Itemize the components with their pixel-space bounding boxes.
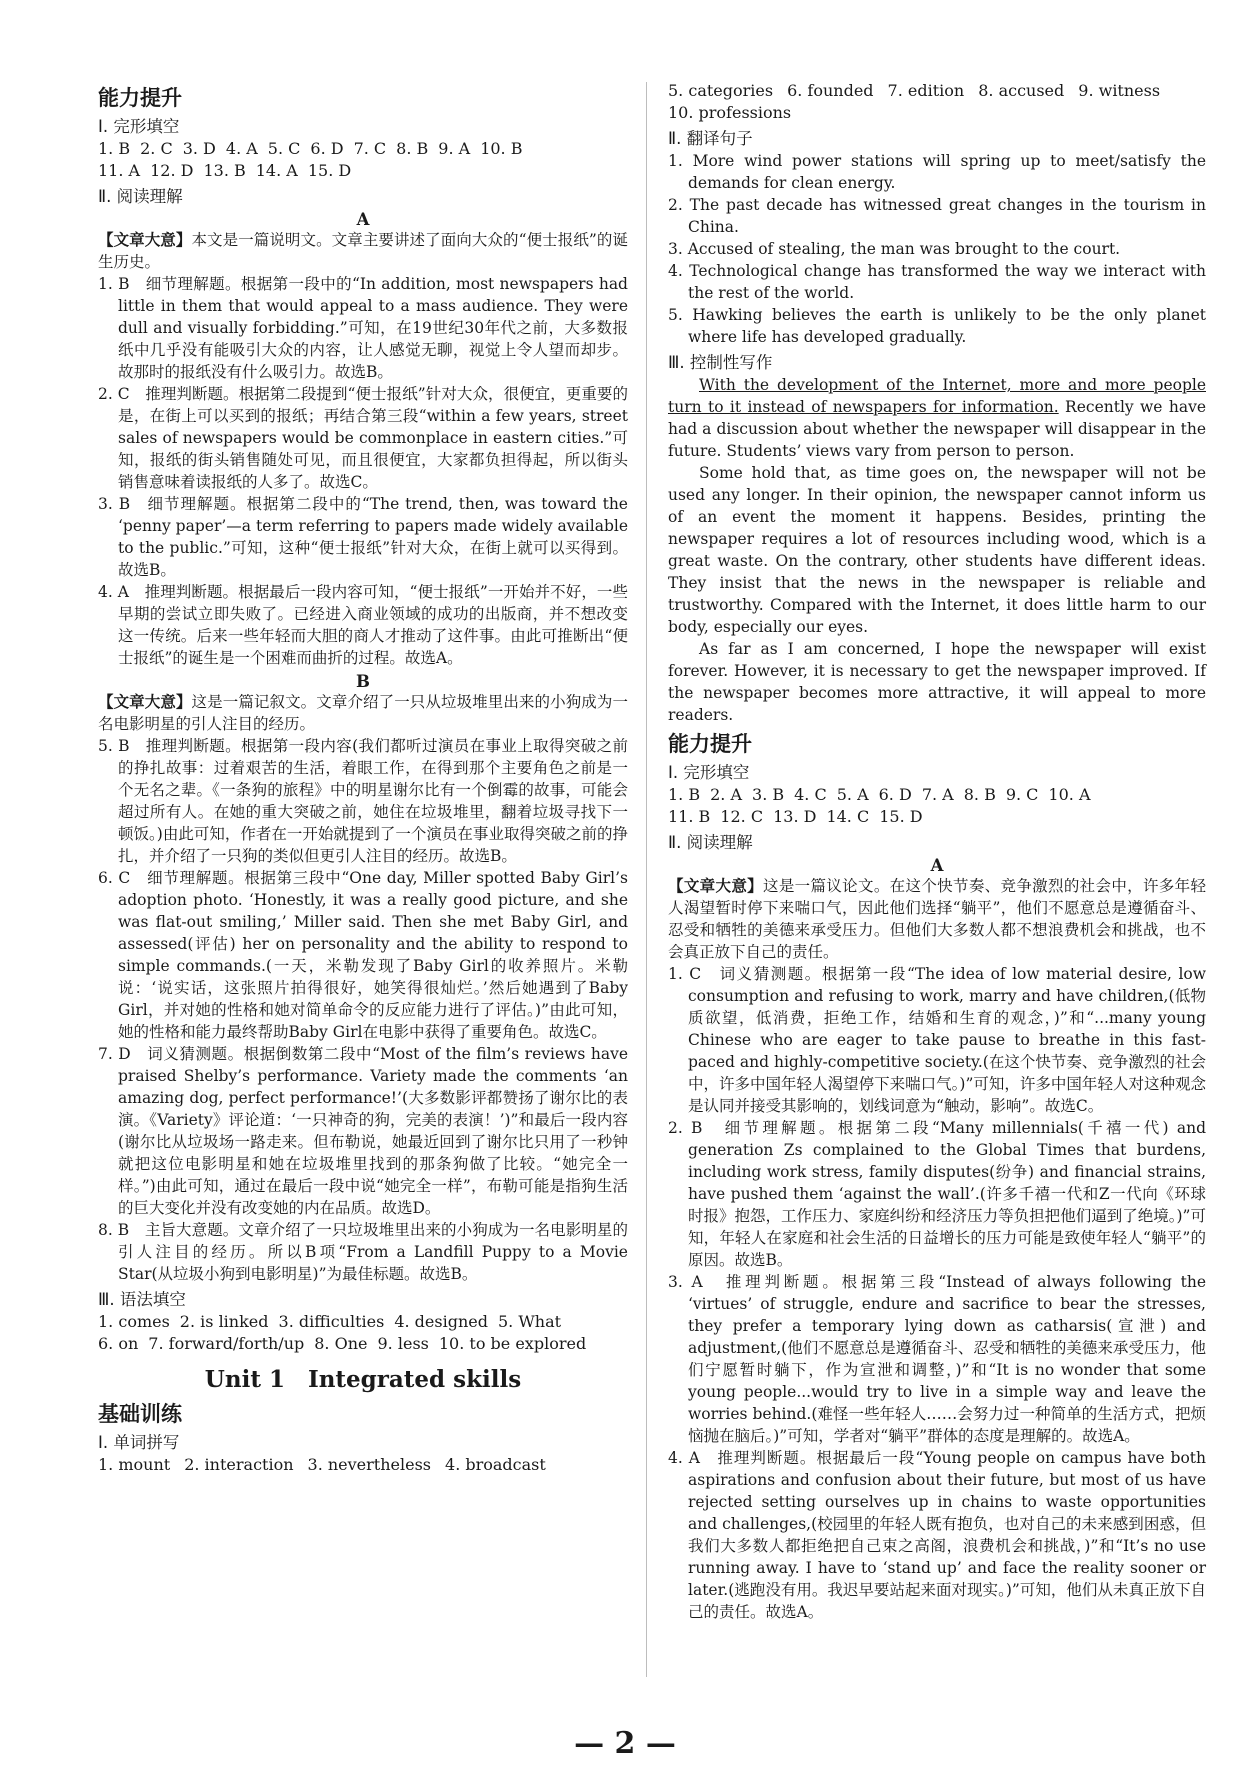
answer: 11. B: [668, 807, 711, 826]
answer: 4. C: [794, 785, 827, 804]
answer: 3. nevertheless: [307, 1455, 432, 1474]
answer: 5. categories: [668, 81, 774, 100]
answer: 8. B: [396, 139, 429, 158]
essay-paragraph: [668, 374, 1206, 462]
answer: 7. A: [921, 785, 954, 804]
right-column: [668, 80, 1206, 1623]
answer: 13. D: [773, 807, 817, 826]
answer: 6. D: [310, 139, 344, 158]
answer: 3. difficulties: [278, 1312, 385, 1331]
passage-label: A: [356, 210, 370, 229]
underlined-opening: With the development of the Internet, more and more people turn to it instead of newspapers for information.: [668, 376, 1206, 416]
answer: 2. A: [710, 785, 743, 804]
answer: 12. C: [720, 807, 764, 826]
answer: 4. A: [225, 139, 258, 158]
answer: 9. A: [438, 139, 471, 158]
summary: [98, 229, 628, 273]
answer: 15. D: [307, 161, 352, 180]
answer: 10. B: [480, 139, 523, 158]
explanation-item: 3. A 推理判断题。根据第三段“Instead of always following the ‘virtues’ of struggle, endure and sacrifice to bear the stresses, they prefer a temporary lying down as catharsis(宣泄) and adjustment,(他们不愿意总是遵循奋斗、忍受和牺牲的美德来承受压力，他们宁愿暂时躺下，作为宣泄和调整，)”和“It is no wonder that some young people...would try to live in a simple way and leave the worries behind.(难怪一些年轻人……会努力过一种简单的生活方式，把烦恼抛在脑后。)”可知，学者对“躺平”群体的态度是理解的。故选A。: [668, 1273, 1206, 1445]
unit-title: Unit 1 Integrated skills: [204, 1366, 522, 1393]
answer: 10. to be explored: [438, 1334, 587, 1353]
essay-paragraph: As far as I am concerned, I hope the newspaper will exist forever. However, it is necessary to get the newspaper improved. If the newspaper becomes more attractive, it will appeal to more readers.: [668, 640, 1206, 724]
answer: 6. D: [878, 785, 912, 804]
spelling-answers-row2: [668, 80, 1206, 102]
grammar-answers-row1: [98, 1311, 628, 1333]
translation-item: 3. Accused of stealing, the man was brought to the court.: [668, 240, 1121, 258]
answer: 14. A: [255, 161, 298, 180]
cloze-answers-row1: [98, 138, 628, 160]
answer: 2. interaction: [184, 1455, 294, 1474]
answer: 8. B: [963, 785, 996, 804]
cloze-title: Ⅰ. 完形填空: [98, 117, 180, 136]
answer: 7. edition: [887, 81, 965, 100]
reading-title: Ⅱ. 阅读理解: [98, 187, 183, 206]
answer: 3. B: [752, 785, 785, 804]
answer: 10. professions: [668, 103, 792, 122]
section-heading: 基础训练: [98, 1402, 182, 1426]
explanation-item: 8. B 主旨大意题。文章介绍了一只垃圾堆里出来的小狗成为一名电影明星的引人注目的经历。所以B项“From a Landfill Puppy to a Movie Star(从垃圾小狗到电影明星)”为最佳标题。故选B。: [98, 1221, 628, 1283]
essay-text: Recently we have had a discussion about whether the newspaper will disappear in the future. Students’ views vary from person to person.: [668, 398, 1206, 460]
summary-tag: 【文章大意】: [668, 877, 763, 895]
answer: 2. C: [140, 139, 173, 158]
explanation-item: 1. C 词义猜测题。根据第一段“The idea of low material desire, low consumption and refusing to work, marry and have children,(低物质欲望，低消费，拒绝工作，结婚和生育的观念，)”和“...many young Chinese who are eager to take pause to breathe in this fast-paced and highly-competitive society.(在这个快节奏、竞争激烈的社会中，许多中国年轻人渴望停下来喘口气。)”可知，许多中国年轻人对这种观念是认同并接受其影响的，划线词意为“触动，影响”。故选C。: [668, 965, 1206, 1115]
explanation-item: 2. B 细节理解题。根据第二段“Many millennials(千禧一代) and generation Zs complained to the Global Times that burdens, including work stress, family disputes(纷争) and financial strains, have pushed them ‘against the wall’.(许多千禧一代和Z一代向《环球时报》抱怨，工作压力、家庭纠纷和经济压力等负担把他们逼到了绝境。)”可知，年轻人在家庭和社会生活的日益增长的压力可能是致使年轻人“躺平”的原因。故选B。: [668, 1119, 1206, 1269]
summary-text: 这是一篇记叙文。文章介绍了一只从垃圾堆里出来的小狗成为一名电影明星的引人注目的经历。: [98, 693, 628, 733]
explanation-item: 2. C 推理判断题。根据第二段提到“便士报纸”针对大众，很便宜，更重要的是，在街上可以买到的报纸；再结合第三段“within a few years, street sales of newspapers would be commonplace in eastern cities.”可知，报纸的街头销售随处可见，而且很便宜，大家都负担得起，所以街头销售意味着读报纸的人多了。故选C。: [98, 385, 628, 491]
answer: 7. forward/forth/up: [148, 1334, 305, 1353]
answer: 3. D: [182, 139, 216, 158]
explanation-item: 4. A 推理判断题。根据最后一段内容可知，“便士报纸”一开始并不好，一些早期的尝试立即失败了。已经进入商业领域的成功的出版商，并不想改变这一传统。后来一些年轻而大胆的商人才推动了这件事。由此可推断出“便士报纸”的诞生是一个困难而曲折的过程。故选A。: [98, 583, 628, 667]
left-column: [98, 80, 628, 1476]
answer: 6. on: [98, 1334, 139, 1353]
translation-item: 5. Hawking believes the earth is unlikely to be the only planet where life has developed gradually.: [668, 306, 1206, 346]
page-number-text: — 2 —: [574, 1726, 676, 1761]
answer: 2. is linked: [179, 1312, 269, 1331]
answer: 9. less: [377, 1334, 429, 1353]
reading-title: Ⅱ. 阅读理解: [668, 833, 753, 852]
summary-tag: 【文章大意】: [98, 693, 192, 711]
explanation-item: 3. B 细节理解题。根据第二段中的“The trend, then, was toward the ‘penny paper’—a term referring to papers made widely available to the public.”可知，这种“便士报纸”针对大众，在街上就可以买得到。故选B。: [98, 495, 628, 579]
translation-item: 4. Technological change has transformed the way we interact with the rest of the world.: [668, 262, 1206, 302]
spelling-title: Ⅰ. 单词拼写: [98, 1433, 180, 1452]
page-number: [0, 1726, 1250, 1761]
answer: 5. C: [267, 139, 301, 158]
spelling-answers-row3: [668, 102, 1206, 124]
summary: [98, 691, 628, 735]
answer: 11. A: [98, 161, 141, 180]
passage-label: B: [356, 672, 370, 691]
translation-item: 2. The past decade has witnessed great changes in the tourism in China.: [668, 196, 1206, 236]
answer: 12. D: [150, 161, 194, 180]
grammar-answers-row2: [98, 1333, 628, 1355]
explanation-item: 4. A 推理判断题。根据最后一段“Young people on campus have both aspirations and confusion about their future, but most of us have rejected setting ourselves up in chains to waste opportunities and challenges,(校园里的年轻人既有抱负，也对自己的未来感到困惑，但我们大多数人都拒绝把自己束之高阁，浪费机会和挑战，)”和“It’s no use running away. I have to ‘stand up’ and face the reality sooner or later.(逃跑没有用。我迟早要站起来面对现实。)”可知，他们从未真正放下自己的责任。故选A。: [668, 1449, 1206, 1621]
cloze-answers-row1: [668, 784, 1206, 806]
answer: 14. C: [826, 807, 870, 826]
explanation-item: 5. B 推理判断题。根据第一段内容(我们都听过演员在事业上取得突破之前的挣扎故事：过着艰苦的生活，着眼工作，在得到那个主要角色之前是一个无名之辈。《一条狗的旅程》中的明星谢尔比有一个倒霉的故事，可能会超过所有人。在她的重大突破之前，她住在垃圾堆里，翻着垃圾寻找下一顿饭。)由此可知，作者在一开始就提到了一个演员在事业取得突破之前的挣扎，并介绍了一只狗的类似但更引人注目的经历。故选B。: [98, 737, 628, 865]
answer: 13. B: [203, 161, 246, 180]
answer: 10. A: [1048, 785, 1091, 804]
answer: 5. A: [836, 785, 869, 804]
cloze-answers-row2: [98, 160, 628, 182]
summary: [668, 875, 1206, 963]
summary-text: 本文是一篇说明文。文章主要讲述了面向大众的“便士报纸”的诞生历史。: [98, 231, 628, 271]
explanation-item: 1. B 细节理解题。根据第一段中的“In addition, most newspapers had little in them that would appeal to a mass audience. They were dull and visually forbidding.”可知，在19世纪30年代之前，大多数报纸中几乎没有能吸引大众的内容，让人感觉无聊，视觉上令人望而却步。故那时的报纸没有什么吸引力。故选B。: [98, 275, 628, 381]
answer: 8. One: [314, 1334, 368, 1353]
answer: 6. founded: [787, 81, 874, 100]
answer: 4. broadcast: [445, 1455, 546, 1474]
cloze-answers-row2: [668, 806, 1206, 828]
grammar-title: Ⅲ. 语法填空: [98, 1290, 186, 1309]
summary-tag: 【文章大意】: [98, 231, 192, 249]
summary-text: 这是一篇议论文。在这个快节奏、竞争激烈的社会中，许多年轻人渴望暂时停下来喘口气，因此他们选择“躺平”，他们不愿意总是遵循奋斗、忍受和牺牲的美德来承受压力。但他们大多数人都不想浪费机会和挑战，也不会真正放下自己的责任。: [668, 877, 1206, 961]
cloze-title: Ⅰ. 完形填空: [668, 763, 750, 782]
answer: 9. C: [1005, 785, 1039, 804]
essay-paragraph: Some hold that, as time goes on, the newspaper will not be used any longer. In their opinion, the newspaper cannot inform us of an event the moment it happens. Besides, printing the newspaper requires a lot of resources including wood, which is a great waste. On the contrary, other students have different ideas. They insist that the news in the newspaper is reliable and trustworthy. Compared with the Internet, it does little harm to our body, especially our eyes.: [668, 464, 1206, 636]
answer: 5. What: [497, 1312, 562, 1331]
section-heading: 能力提升: [668, 732, 752, 756]
answer: 1. mount: [98, 1455, 171, 1474]
answer: 1. comes: [98, 1312, 170, 1331]
answer: 15. D: [879, 807, 923, 826]
explanation-item: 6. C 细节理解题。根据第三段中“One day, Miller spotted Baby Girl’s adoption photo. ‘Honestly, it was a really good picture, and she was flat-out smiling,’ Miller said. Then she met Baby Girl, and assessed(评估) her on personality and the ability to respond to simple commands.(一天，米勒发现了Baby Girl的收养照片。米勒说：‘说实话，这张照片拍得很好，她笑得很灿烂。’然后她遇到了Baby Girl，并对她的性格和她对简单命令的反应能力进行了评估。)”由此可知，她的性格和能力最终帮助Baby Girl在电影中获得了重要角色。故选C。: [98, 869, 628, 1041]
answer: 8. accused: [978, 81, 1065, 100]
answer: 7. C: [353, 139, 387, 158]
passage-label: A: [930, 856, 944, 875]
translation-item: 1. More wind power stations will spring up to meet/satisfy the demands for clean energy.: [668, 152, 1206, 192]
answer: 4. designed: [394, 1312, 488, 1331]
answer: 1. B: [98, 139, 131, 158]
answer: 1. B: [668, 785, 701, 804]
section-heading: 能力提升: [98, 86, 182, 110]
writing-title: Ⅲ. 控制性写作: [668, 353, 773, 372]
translate-title: Ⅱ. 翻译句子: [668, 129, 753, 148]
spelling-answers-row1: [98, 1454, 628, 1476]
column-divider: [646, 82, 647, 1677]
answer: 9. witness: [1078, 81, 1161, 100]
explanation-item: 7. D 词义猜测题。根据倒数第二段中“Most of the film’s reviews have praised Shelby’s performance. Variety made the comments ‘an amazing dog, perfect performance!’(大多数影评都赞扬了谢尔比的表演。《Variety》评论道：‘一只神奇的狗，完美的表演！’)”和最后一段内容(谢尔比从垃圾场一路走来。但布勒说，她最近回到了谢尔比只用了一秒钟就把这位电影明星和她在垃圾堆里找到的那条狗做了比较。“她完全一样。”)由此可知，通过在最后一段中说“她完全一样”，布勒可能是指狗生活的巨大变化并没有改变她的内在品质。故选D。: [98, 1045, 628, 1217]
